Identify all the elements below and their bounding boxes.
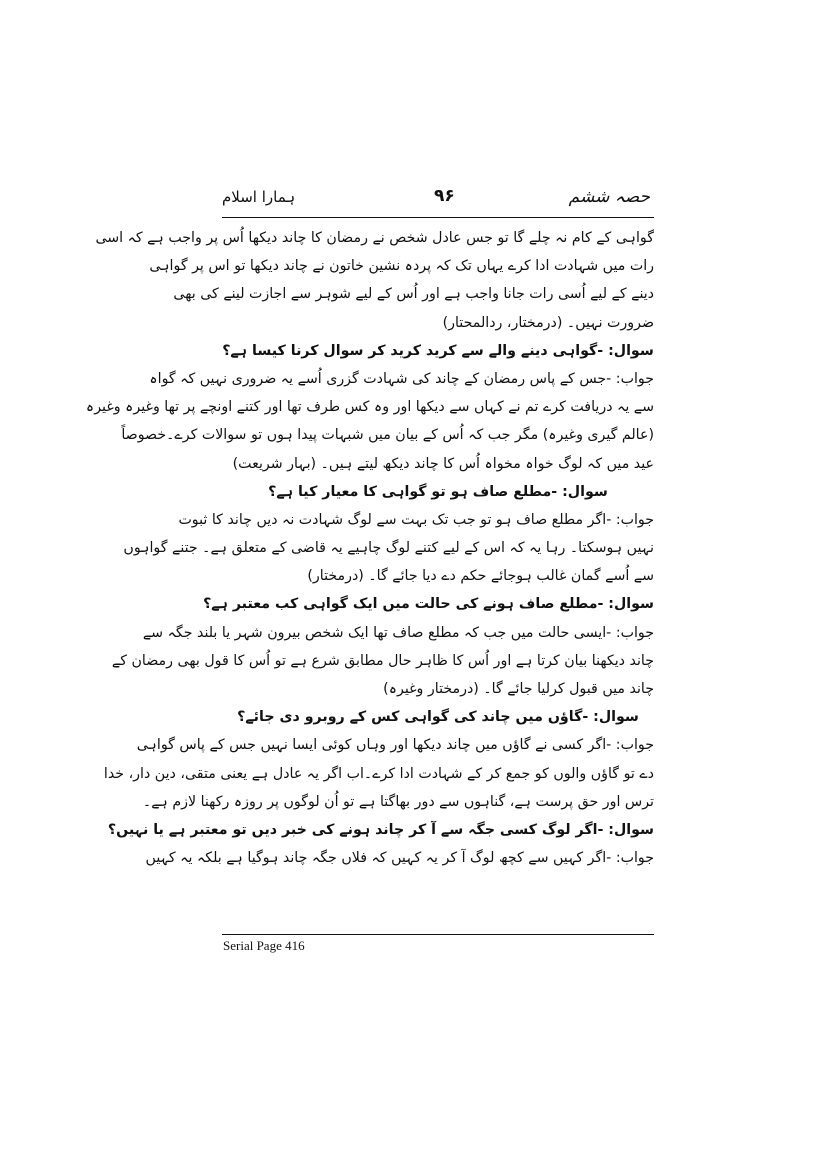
- text-line: دینے کے لیے اُسی رات جانا واجب ہے اور اُس کے لیے شوہر سے اجازت لینے کی بھی: [173, 286, 654, 303]
- book-title: ہمارا اسلام: [222, 188, 296, 206]
- text-line: گواہی کے کام نہ چلے گا تو جس عادل شخص نے رمضان کا چاند دیکھا اُس پر واجب ہے کہ اسی: [95, 230, 654, 246]
- page-number: ۹۶: [434, 186, 455, 206]
- text-line: چاند دیکھنا بیان کرتا ہے اور اُس کا ظاہر حال مطابق شرع ہے تو اُس کا قول بھی رمضان کے: [111, 652, 654, 669]
- answer-line: جواب: -جس کے پاس رمضان کے چاند کی شہادت گزری اُسے یہ ضروری نہیں کہ گواہ: [149, 370, 654, 387]
- header-divider: [222, 217, 654, 218]
- answer-line: جواب: -ایسی حالت میں جب کہ مطلع صاف تھا ایک شخص بیرون شہر یا بلند جگہ سے: [142, 624, 654, 641]
- text-line: سے یہ دریافت کرے تم نے کہاں سے دیکھا اور وہ کس طرف تھا اور کتنے اونچے پر تھا وغیرہ وغیرہ: [85, 399, 654, 416]
- text-line: دے تو گاؤں والوں کو جمع کر کے شہادت ادا کرے۔اب اگر یہ عادل ہے یعنی متقی، دین دار، خدا: [103, 765, 654, 782]
- serial-page-label: Serial Page 416: [223, 938, 305, 953]
- text-line: نہیں ہوسکتا۔ رہا یہ کہ اس کے لیے کتنے لوگ چاہیے یہ قاضی کے متعلق ہے۔ جتنے گواہوں: [123, 540, 654, 557]
- text-line: رات میں شہادت ادا کرے یہاں تک کہ پردہ نشین خاتون نے چاند دیکھا تو اس پر گواہی: [149, 258, 654, 275]
- text-line: عید میں کہ لوگ خواہ مخواہ اُس کا چاند دیکھ لیتے ہیں۔ (بہار شریعت): [232, 455, 654, 472]
- question-line: سوال: -گواہی دینے والے سے کرید کرید کر سوال کرنا کیسا ہے؟: [222, 342, 654, 359]
- answer-line: جواب: -اگر کسی نے گاؤں میں چاند دیکھا اور وہاں کوئی ایسا نہیں جس کے پاس گواہی: [136, 737, 654, 754]
- body-text: [85, 224, 654, 872]
- answer-line: جواب: -اگر مطلع صاف ہو تو جب تک بہت سے لوگ شہادت نہ دیں چاند کا ثبوت: [178, 511, 654, 528]
- text-line: ضرورت نہیں۔ (درمختار، ردالمحتار): [442, 314, 654, 331]
- text-line: (عالم گیری وغیرہ) مگر جب کہ اُس کے بیان میں شبہات پیدا ہوں تو سوالات کرے۔خصوصاً: [121, 427, 654, 444]
- footer-divider: [222, 934, 654, 935]
- page-header: [222, 186, 654, 218]
- text-line: سے اُسے گمان غالب ہوجائے حکم دے دیا جائے گا۔ (درمختار): [307, 568, 654, 585]
- answer-line: جواب: -اگر کہیں سے کچھ لوگ آ کر یہ کہیں کہ فلاں جگہ چاند ہوگیا ہے بلکہ یہ کہیں: [145, 850, 654, 867]
- text-line: ترس اور حق پرست ہے، گناہوں سے دور بھاگتا ہے تو اُن لوگوں پر روزہ رکھنا لازم ہے۔: [142, 793, 654, 810]
- question-line: سوال: -اگر لوگ کسی جگہ سے آ کر چاند ہونے کی خبر دیں تو معتبر ہے یا نہیں؟: [107, 821, 654, 838]
- question-line: سوال: -گاؤں میں چاند کی گواہی کس کے روبرو دی جائے؟: [237, 709, 639, 726]
- question-line: سوال: -مطلع صاف ہو تو گواہی کا معیار کیا ہے؟: [268, 483, 608, 500]
- question-line: سوال: -مطلع صاف ہونے کی حالت میں ایک گواہی کب معتبر ہے؟: [203, 596, 654, 613]
- text-line: چاند میں قبول کرلیا جائے گا۔ (درمختار وغیرہ): [383, 681, 654, 697]
- part-label: حصہ ششم: [568, 187, 650, 207]
